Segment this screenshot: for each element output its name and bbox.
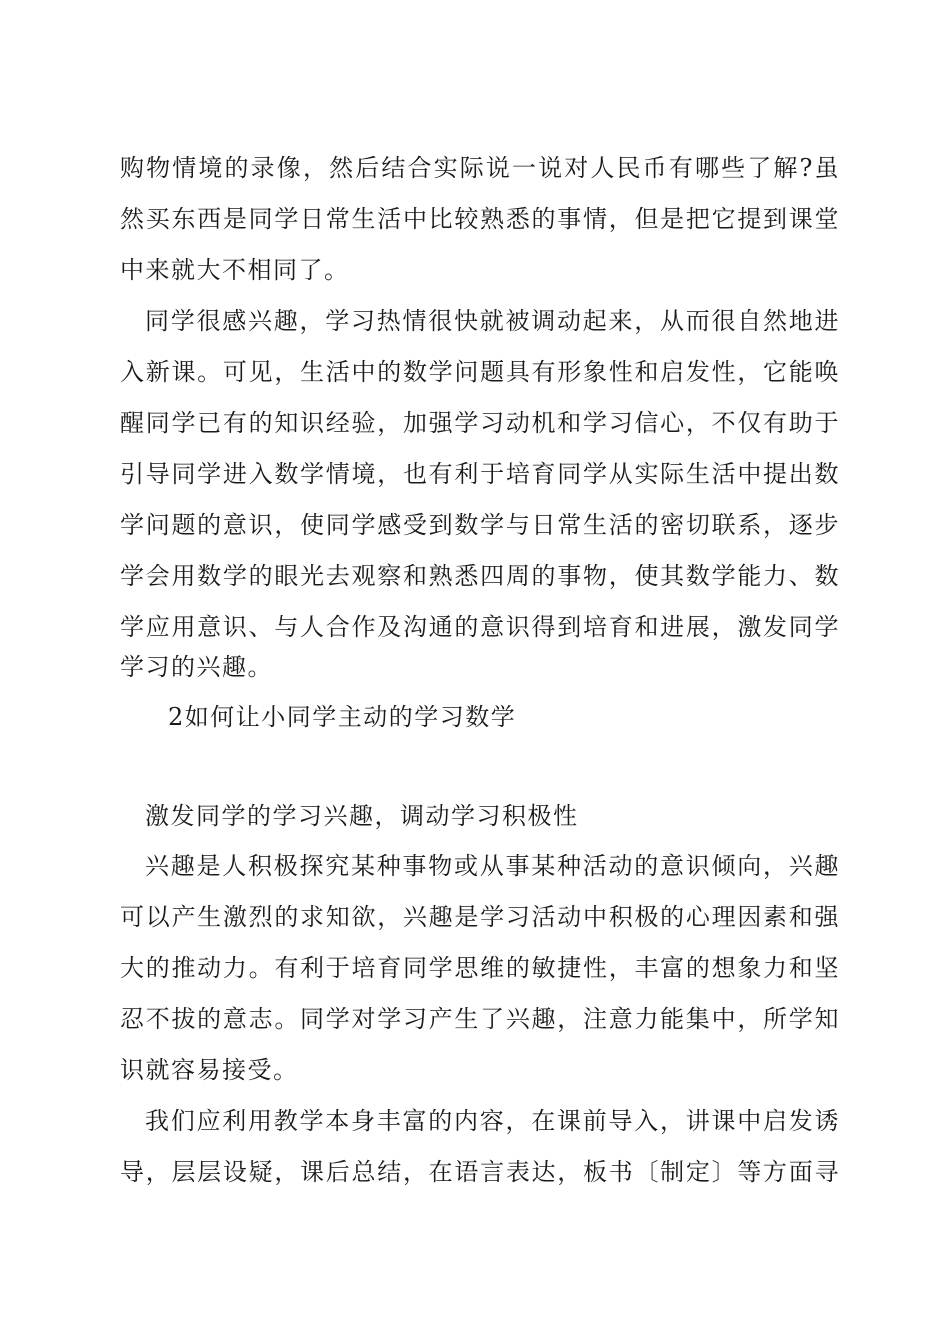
paragraph-line: 醒同学已有的知识经验，加强学习动机和学习信心，不仅有助于 <box>120 409 840 437</box>
paragraph-line: 大的推动力。有利于培育同学思维的敏捷性，丰富的想象力和坚 <box>120 954 840 982</box>
paragraph-line: 学应用意识、与人合作及沟通的意识得到培育和进展，激发同学 <box>120 613 840 641</box>
paragraph-line: 入新课。可见，生活中的数学问题具有形象性和启发性，它能唤 <box>120 358 840 386</box>
paragraph-line: 我们应利用教学本身丰富的内容，在课前导入，讲课中启发诱 <box>145 1107 840 1135</box>
sub-heading: 激发同学的学习兴趣，调动学习积极性 <box>145 802 579 830</box>
paragraph-line: 学习的兴趣。 <box>120 653 273 681</box>
paragraph-line: 然买东西是同学日常生活中比较熟悉的事情，但是把它提到课堂 <box>120 205 840 233</box>
paragraph-line: 识就容易接受。 <box>120 1056 299 1084</box>
paragraph-line: 同学很感兴趣，学习热情很快就被调动起来，从而很自然地进 <box>145 307 840 335</box>
paragraph-line: 中来就大不相同了。 <box>120 256 350 284</box>
paragraph-line: 兴趣是人积极探究某种事物或从事某种活动的意识倾向，兴趣 <box>145 852 840 880</box>
paragraph-line: 可以产生激烈的求知欲，兴趣是学习活动中积极的心理因素和强 <box>120 903 840 931</box>
paragraph-line: 学问题的意识，使同学感受到数学与日常生活的密切联系，逐步 <box>120 511 840 539</box>
paragraph-line: 导，层层设疑，课后总结，在语言表达，板书〔制定〕等方面寻 <box>120 1158 840 1186</box>
paragraph-line: 忍不拔的意志。同学对学习产生了兴趣，注意力能集中，所学知 <box>120 1005 840 1033</box>
paragraph-line: 引导同学进入数学情境，也有利于培育同学从实际生活中提出数 <box>120 460 840 488</box>
section-heading: 2如何让小同学主动的学习数学 <box>168 703 517 731</box>
paragraph-line: 学会用数学的眼光去观察和熟悉四周的事物，使其数学能力、数 <box>120 562 840 590</box>
paragraph-line: 购物情境的录像，然后结合实际说一说对人民币有哪些了解?虽 <box>120 154 840 182</box>
